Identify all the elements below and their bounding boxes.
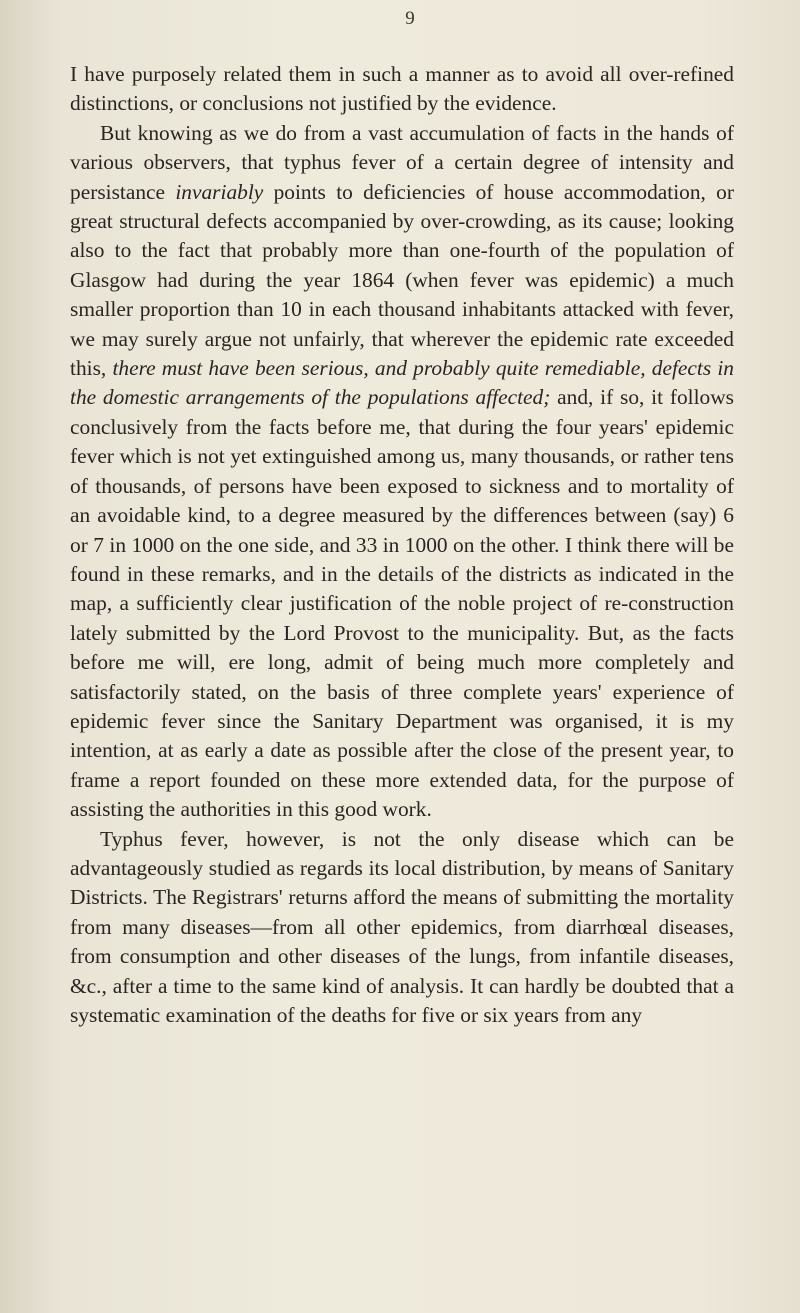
paragraph-2-text-b: points to deficiencies of house accommodation, or great structural defects accompanied by over-crowding, as its cause; looking also to the fact that probably more than one-fourth of the population of Glasgow had during the year 1864 (when fever was epidemic) a much smaller proportion than 10 in each thousand inhabitants attacked with fever, we may surely argue not unfairly, that wherever the epidemic rate exceeded this,: [70, 179, 735, 381]
body-text: [70, 60, 734, 1030]
paragraph-2-italic-a: invariably: [175, 179, 264, 204]
paragraph-2-text-a: But knowing as we do from a vast accumulation of facts in the hands of various observers, that typhus fever of a certain degree of intensity and persistance: [70, 120, 734, 204]
paragraph-2-italic-b: there must have been serious, and probably quite remediable, defects in the domestic arrangements of the populations affected;: [70, 356, 734, 410]
paragraph-2-text-c: and, if so, it follows conclusively from the facts before me, that during the four years' epidemic fever which is not yet extinguished among us, many thousands, or rather tens of thousands, of persons have been exposed to sickness and to mortality of an avoidable kind, to a degree measured by the differences between (say) 6 or 7 in 1000 on the one side, and 33 in 1000 on the other. I think there will be found in these remarks, and in the details of the districts as indicated in the map, a sufficiently clear justification of the noble project of re-construction lately submitted by the Lord Provost to the municipality. But, as the facts before me will, ere long, admit of being much more completely and satisfactorily stated, on the basis of three complete years' experience of epidemic fever since the Sanitary Department was organised, it is my intention, at as early a date as possible after the close of the present year, to frame a report founded on these more extended data, for the purpose of assisting the authorities in this good work.: [70, 385, 735, 822]
paragraph-1-text: I have purposely related them in such a manner as to avoid all over-refined distinctions, or conclusions not justified by the evidence.: [70, 62, 734, 116]
paragraph-1: [70, 60, 734, 119]
paragraph-3: [70, 825, 734, 1031]
paragraph-3-text: Typhus fever, however, is not the only disease which can be advantageously studied as regards its local distribution, by means of Sanitary Districts. The Registrars' returns afford the means of submitting the mortality from many diseases—from all other epidemics, from diarrhœal diseases, from consumption and other diseases of the lungs, from infantile diseases, &c., after a time to the same kind of analysis. It can hardly be doubted that a systematic examination of the deaths for five or six years from any: [70, 826, 734, 1027]
paragraph-2: [70, 119, 734, 825]
page-number: 9: [405, 8, 415, 29]
